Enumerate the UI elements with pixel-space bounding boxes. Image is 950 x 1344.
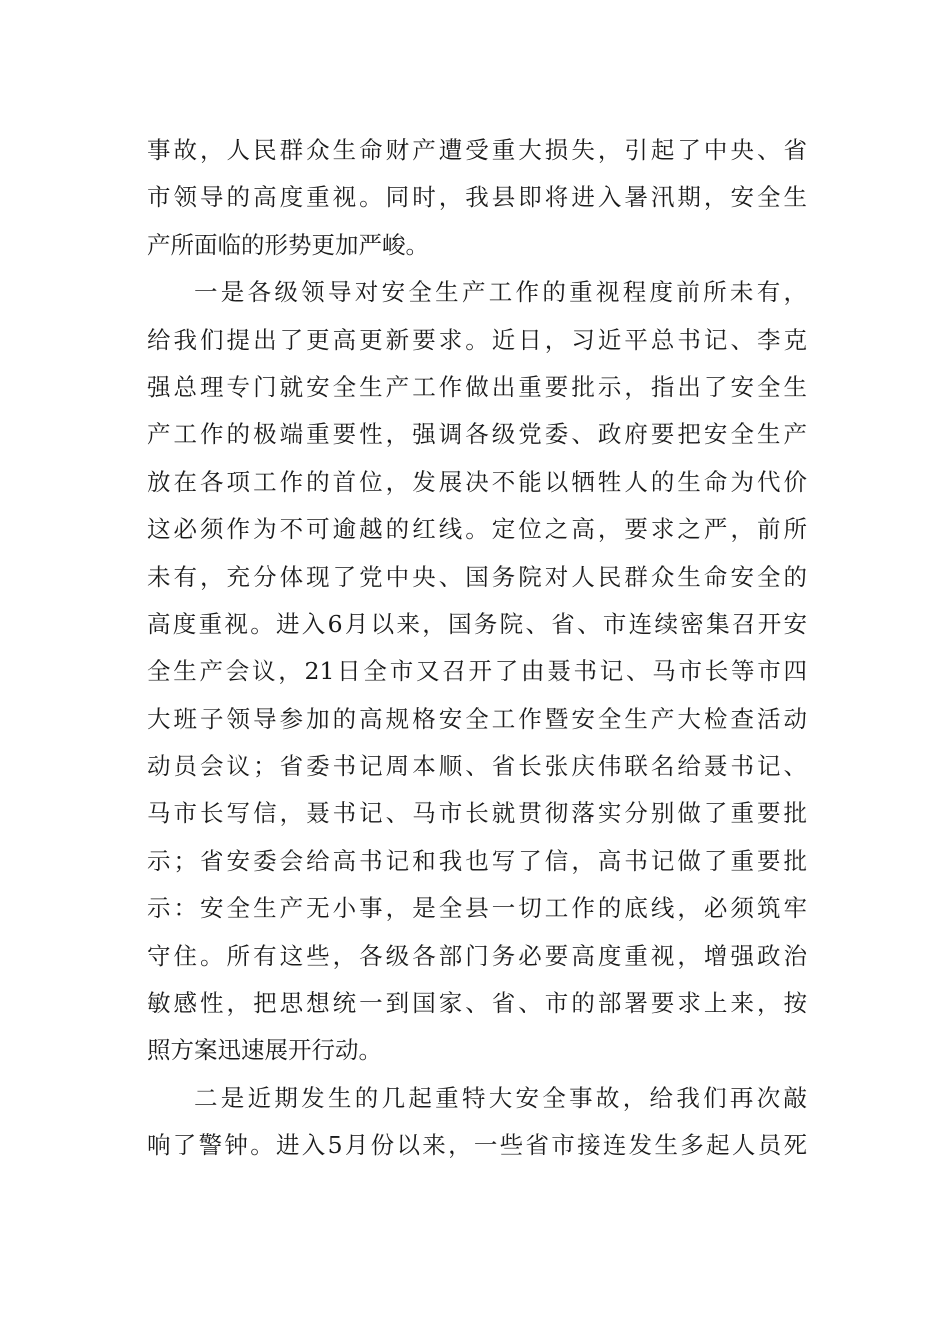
text-line: 事故，人民群众生命财产遭受重大损失，引起了中央、省 xyxy=(147,136,807,164)
text-line: 产所面临的形势更加严峻。 xyxy=(147,230,429,259)
paragraph-point-one xyxy=(147,269,807,1075)
text-line: 市领导的高度重视。同时，我县即将进入暑汛期，安全生 xyxy=(147,183,807,212)
text-line: 大班子领导参加的高规格安全工作暨安全生产大检查活动 xyxy=(147,704,807,733)
text-line: 马市长写信，聂书记、马市长就贯彻落实分别做了重要批 xyxy=(147,799,807,828)
document-body xyxy=(147,127,807,1170)
text-line: 敏感性，把思想统一到国家、省、市的部署要求上来，按 xyxy=(147,989,807,1018)
text-line: 这必须作为不可逾越的红线。定位之高，要求之严，前所 xyxy=(147,515,807,544)
text-line: 给我们提出了更高更新要求。近日，习近平总书记、李克 xyxy=(147,325,807,354)
text-line: 响了警钟。进入5月份以来，一些省市接连发生多起人员死 xyxy=(147,1131,807,1160)
text-line: 放在各项工作的首位，发展决不能以牺牲人的生命为代价 xyxy=(147,467,807,496)
text-line: 强总理专门就安全生产工作做出重要批示，指出了安全生 xyxy=(147,372,807,401)
text-line: 动员会议；省委书记周本顺、省长张庆伟联名给聂书记、 xyxy=(147,752,807,781)
text-line: 二是近期发生的几起重特大安全事故，给我们再次敲 xyxy=(194,1083,807,1112)
text-line: 守住。所有这些，各级各部门务必要高度重视，增强政治 xyxy=(147,941,807,970)
text-line: 一是各级领导对安全生产工作的重视程度前所未有， xyxy=(194,278,807,307)
text-line: 产工作的极端重要性，强调各级党委、政府要把安全生产 xyxy=(147,420,807,449)
text-line: 全生产会议，21日全市又召开了由聂书记、马市长等市四 xyxy=(147,657,807,686)
text-line: 高度重视。进入6月以来，国务院、省、市连续密集召开安 xyxy=(147,609,807,638)
text-line: 未有，充分体现了党中央、国务院对人民群众生命安全的 xyxy=(147,562,807,591)
text-line: 示：安全生产无小事，是全县一切工作的底线，必须筑牢 xyxy=(147,894,807,923)
text-line: 示；省安委会给高书记和我也写了信，高书记做了重要批 xyxy=(147,846,807,875)
text-line: 照方案迅速展开行动。 xyxy=(147,1036,382,1065)
paragraph-intro-continuation xyxy=(147,127,807,269)
paragraph-point-two xyxy=(147,1075,807,1170)
